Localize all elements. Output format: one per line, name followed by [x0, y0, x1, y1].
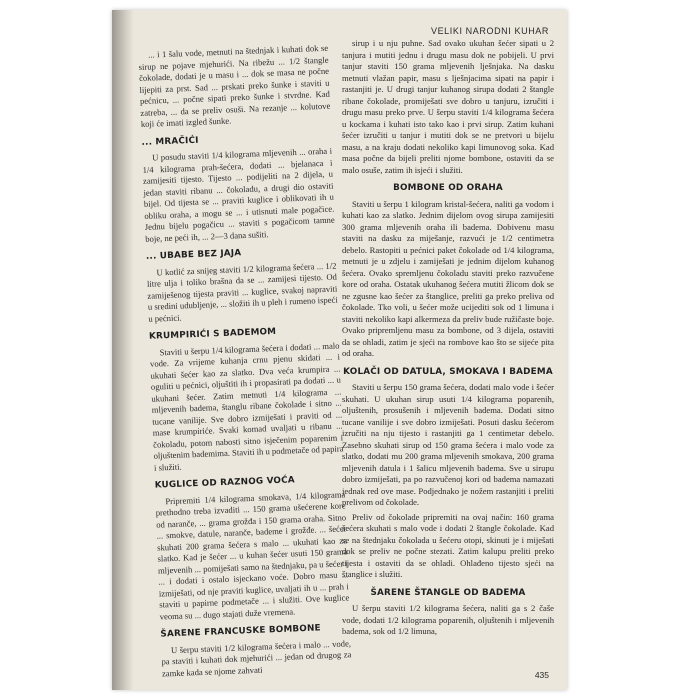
- paragraph: sirup i u nju puhne. Sad ovako ukuhan šećer sipati u 2 tanjura i mutiti jednu i drugu masu dok ne pobijeli. U prvi tanjur staviti 150 grama mljevenih lješnjaka. Na dasku metnuti vlažan papir, masu s lješnjacima sipati na papir i rastanjiti je. U drugi tanjur kuhanog sirupa dodati 2 štangle ribane čokolade, promiješati sve dobro u tanjuru, izručiti i drugu masu preko prve. U šerpu staviti 1/4 kilograma šećera u kockama i kuhati isto tako kao i prvi sirup. Zatim kuhani šećer izručiti u tanjur i mutiti dok se ne pretvori u bijelu masu, a na kraju dodati nekoliko kapi limunovog soka. Kad masa počne da bijeli preliti njome bombone, ostaviti da se malo osuše, zatim ih isjeći i služiti.: [342, 38, 554, 175]
- paragraph: U šerpu staviti 1/2 kilograma šećera, naliti ga s 2 čaše vode, dodati 1/2 kilograma poparenih, oljuštenih i mljevenih badema, sok od 1/2 limuna,: [342, 603, 554, 636]
- running-head: VELIKI NARODNI KUHAR: [430, 26, 549, 36]
- book-page: [112, 10, 567, 690]
- recipe-heading: ŠARENE FRANCUSKE BOMBONE: [160, 623, 321, 640]
- paragraph: Preliv od čokolade pripremiti na ovaj način: 160 grama šećera skuhati s malo vode i dodati 2 štangle čokolade. Kad se na štednjaku čokolada u šećeru otopi, skinuti je i miješati dok se preliv ne počne stezati. Zatim kalupu preliti preko tijesta i ostaviti da se ohladi. Ohlađeno tijesto sjeći na štanglice i služiti.: [342, 511, 554, 579]
- paragraph: Staviti u šerpu 1 kilogram kristal-šećera, naliti ga vodom i kuhati kao za slatko. Jednim dijelom ovog sirupa zamijesiti 300 grama mljevenih oraha ili badema. Dobivenu masu staviti na dasku za miješanje, razvući je 1/2 centimetra debelo. Rastopiti u pećnici paket čokolade od 1/4 kilograma, metnuti je u zdjelu i zamiješati je jednim dijelom kuhanog šećera. Ovako spremljenu čokoladu staviti preko razvučene kore od oraha. Ostatak ukuhanog šećera mutiti žlicom dok se ne zgusne kao šećer za štanglice, preliti ga preko preliva od čokolade. Tko voli, u šećer može ucijediti sok od 1 limuna i staviti nekoliko kapi alkermeza da preliv bude ružičaste boje. Ovako pripremljenu masu za bombone, od 3 dijela, ostaviti da se ohladi, zatim je sjeći na rombove kao što se sijeće pita od oraha.: [342, 198, 554, 358]
- paragraph: U šerpu staviti 1/2 kilograma šećera i malo ... vode, pa staviti i kuhati dok mjehurići ... jedan od drugog za zamke kada se njome zahvati: [161, 637, 352, 679]
- recipe-heading: BOMBONE OD ORAHA: [393, 183, 503, 193]
- paragraph: U kotlić za snijeg staviti 1/2 kilograma šećera ... 1/2 litre ulja i toliko brašna da se ... zamijesi tijesto. Od zamiješenog tijesta praviti ... kuglice, svakoj napraviti u sredini udubljenje, ... složiti ih u pleh i rumeno ispeći u pećnici.: [146, 260, 338, 324]
- recipe-heading: ... UBABE BEZ JAJA: [145, 248, 242, 262]
- paragraph: ... i 1 šalu vode, metnuti na štednjak i kuhati dok se sirup ne pojave mjehurići. Na ribežu ... 1/2 štangle čokolade, dodati je u masu i ... dok se masa ne počne lijepiti za prst. Sad ... prskati preko šunke i staviti u pećnicu, ... počne sipati preko šunke i stvrdne. Kad zatreba, ... da se preliv osuši. Na rezanje ... kolutove koji će imati izgled šunke.: [138, 42, 331, 129]
- recipe-heading: ŠARENE ŠTANGLE OD BADEMA: [370, 587, 526, 598]
- left-column: [138, 43, 352, 683]
- recipe-heading: KRUMPIRIĆI S BADEMOM: [148, 326, 277, 342]
- paragraph: Staviti u šerpu 1/4 kilograma šećera i dodati ... malo vode. Za vrijeme kuhanja crnu pjenu skidati ... i ukuhati šećer kao za slatko. Dva veća krumpira ... oguliti u pećnici, oljuštiti ih i propasirati pa dodati ... u ukuhani šećer. Zatim metnuti 1/4 kilograma ... mljevenih badema, štanglu ribane čokolade i sitno ... tucane vanilije. Sve dobro izmiješati i praviti od ... mase krumpiriće. Svaki komad uvaljati u ribanu ... čokoladu, potom nabosti sitno isječenim poparenim i oljuštenim bademima. Staviti ih u podmetače od papira i služiti.: [149, 339, 344, 473]
- paragraph: U posudu staviti 1/4 kilograma mljevenih ... oraha i 1/4 kilograma prah-šećera, dodati ... bjelanaca i zamijesiti tijesto. Tijesto ... podijeliti na 2 dijela, u jedan staviti ribanu ... čokoladu, a drugi dio ostaviti bijel. Od tijesta se ... praviti kuglice i oblikovati ih u obliku oraha, a mogu se ... i utisnuti male pogačice. Jednu bijelu pogačicu ... staviti s pogačicom tamne boje, ne peći ih, ... 2—3 dana sušiti.: [142, 145, 335, 244]
- recipe-heading: KOLAČI OD DATULA, SMOKAVA I BADEMA: [343, 366, 553, 377]
- right-column: [342, 38, 554, 641]
- paragraph: Pripremiti 1/4 kilograma smokava, 1/4 kilograma prethodno treba izvaditi ... 150 grama ušećerene kore od naranče, ... grama grožđa i 150 grama oraha. Sitno ... smokve, datule, naranče, bademe i grožđe. ... šećer skuhati 200 grama šećera s malo ... ukuhati kao za slatko. Kad je šećer ... u kuhan šećer usuti 150 grama mljevenih ... pomiješati samo na štednjaku, pa u šećer i ... i dodati i ostalo isjeckano voće. Dobro masu ... izmiješati, od nje praviti kuglice, uvaljati ih u ... prah i staviti u papirne podmetače ... i služiti. Ove kuglice veoma su ... dugo stajati duže vremena.: [155, 488, 350, 622]
- page-number: 435: [534, 670, 549, 680]
- recipe-heading: ... MRAČIĆI: [141, 135, 199, 148]
- page-gutter-shadow: [112, 10, 134, 690]
- recipe-heading: KUGLICE OD RAZNOG VOĆA: [154, 475, 295, 491]
- paragraph: Staviti u šerpu 150 grama šećera, dodati malo vode i šećer skuhati. U ukuhan sirup usuti 1/4 kilograma poparenih, oljuštenih, prosušenih i mljevenih badema. Dodati sitno tucane vanilije i sve dobro izmiješati. Posuti dasku šećerom izručiti na nju tijesto i rastanjiti ga 1 centimetar debelo. Zasebno skuhati sirup od 150 grama šećera i malo vode za slatko, dodati mu 200 grama mljevenih smokava, 200 grama mljevenih datula i 1 šalicu mljevenih badema. Sve u sirupu dobro izmiješati, pa po razvučenoj kori od badema namazati jednak red ove mase. Podjednako je nožem rastanjiti i preliti prelivom od čokolade.: [342, 382, 554, 507]
